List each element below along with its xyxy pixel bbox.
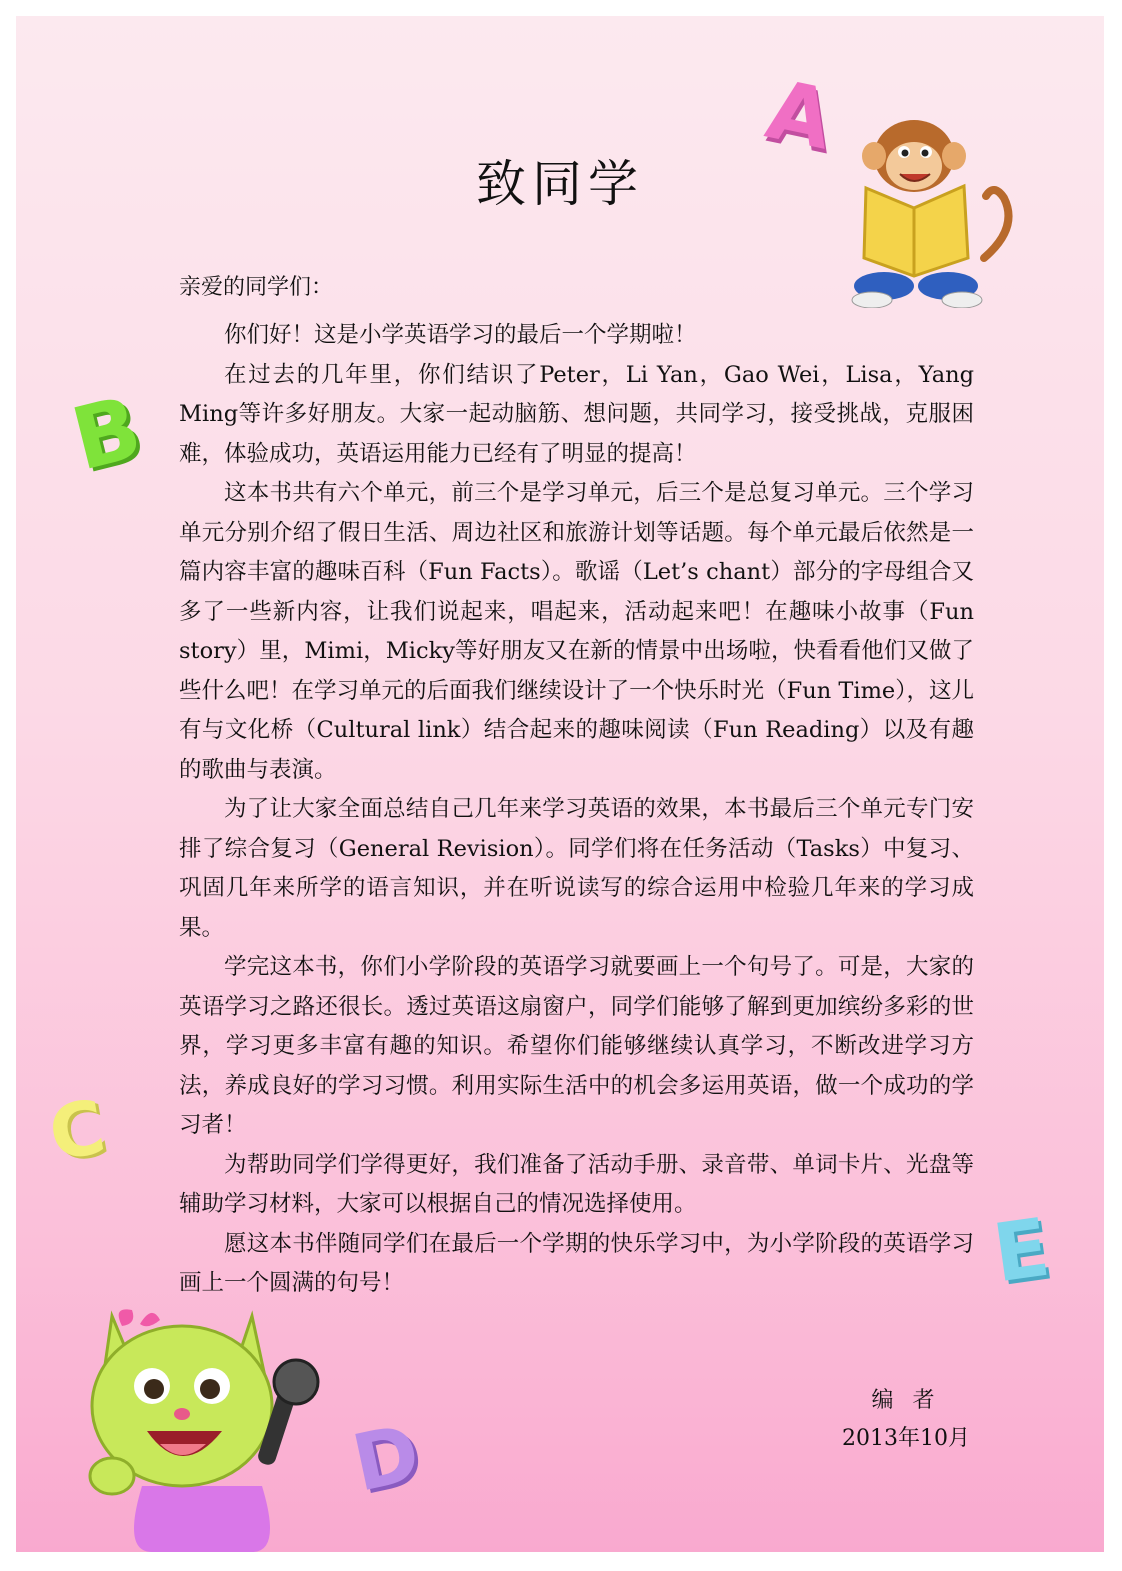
letter-c-decoration: C <box>42 1083 112 1179</box>
paragraph: 为了让大家全面总结自己几年来学习英语的效果，本书最后三个单元专门安排了综合复习（General Revision）。同学们将在任务活动（Tasks）中复习、巩固几年来所学的语言知识，并在听说读写的综合运用中检验几年来的学习成果。 <box>179 796 974 941</box>
letter-d-decoration: D <box>345 1408 428 1510</box>
paragraph: 这本书共有六个单元，前三个是学习单元，后三个是总复习单元。三个学习单元分别介绍了假日生活、周边社区和旅游计划等话题。每个单元最后依然是一篇内容丰富的趣味百科（Fun Facts）。歌谣（Let’s chant）部分的字母组合又多了一些新内容，让我们说起来，唱起来，活动起来吧！在趣味小故事（Fun story）里，Mimi，Micky等好朋友又在新的情景中出场啦，快看看他们又做了些什么吧！在学习单元的后面我们继续设计了一个快乐时光（Fun Time），这儿有与文化桥（Cultural link）结合起来的趣味阅读（Fun Reading）以及有趣的歌曲与表演。 <box>179 480 974 783</box>
paragraph: 你们好！这是小学英语学习的最后一个学期啦！ <box>224 322 697 348</box>
signature <box>836 1382 976 1458</box>
letter-a-decoration: A <box>758 62 841 169</box>
signature-author: 编 者 <box>871 1388 941 1413</box>
cat-singing-illustration <box>82 1296 332 1552</box>
page <box>16 16 1104 1552</box>
letter-b-decoration: B <box>62 377 151 491</box>
letter-body <box>179 316 974 1304</box>
signature-date: 2013年10月 <box>842 1426 970 1451</box>
salutation: 亲爱的同学们： <box>179 275 334 300</box>
paragraph: 学完这本书，你们小学阶段的英语学习就要画上一个句号了。可是，大家的英语学习之路还很长。透过英语这扇窗户，同学们能够了解到更加缤纷多彩的世界，学习更多丰富有趣的知识。希望你们能够继续认真学习，不断改进学习方法，养成良好的学习习惯。利用实际生活中的机会多运用英语，做一个成功的学习者！ <box>179 954 974 1138</box>
paragraph: 为帮助同学们学得更好，我们准备了活动手册、录音带、单词卡片、光盘等辅助学习材料，大家可以根据自己的情况选择使用。 <box>179 1151 974 1217</box>
paragraph: 愿这本书伴随同学们在最后一个学期的快乐学习中，为小学阶段的英语学习画上一个圆满的句号！ <box>179 1230 974 1296</box>
paragraph: 在过去的几年里，你们结识了Peter，Li Yan，Gao Wei，Lisa，Yang Ming等许多好朋友。大家一起动脑筋、想问题，共同学习，接受挑战，克服困难，体验成功，英语运用能力已经有了明显的提高！ <box>179 361 974 467</box>
letter-e-decoration: E <box>987 1200 1055 1301</box>
page-title: 致同学 <box>476 155 644 213</box>
